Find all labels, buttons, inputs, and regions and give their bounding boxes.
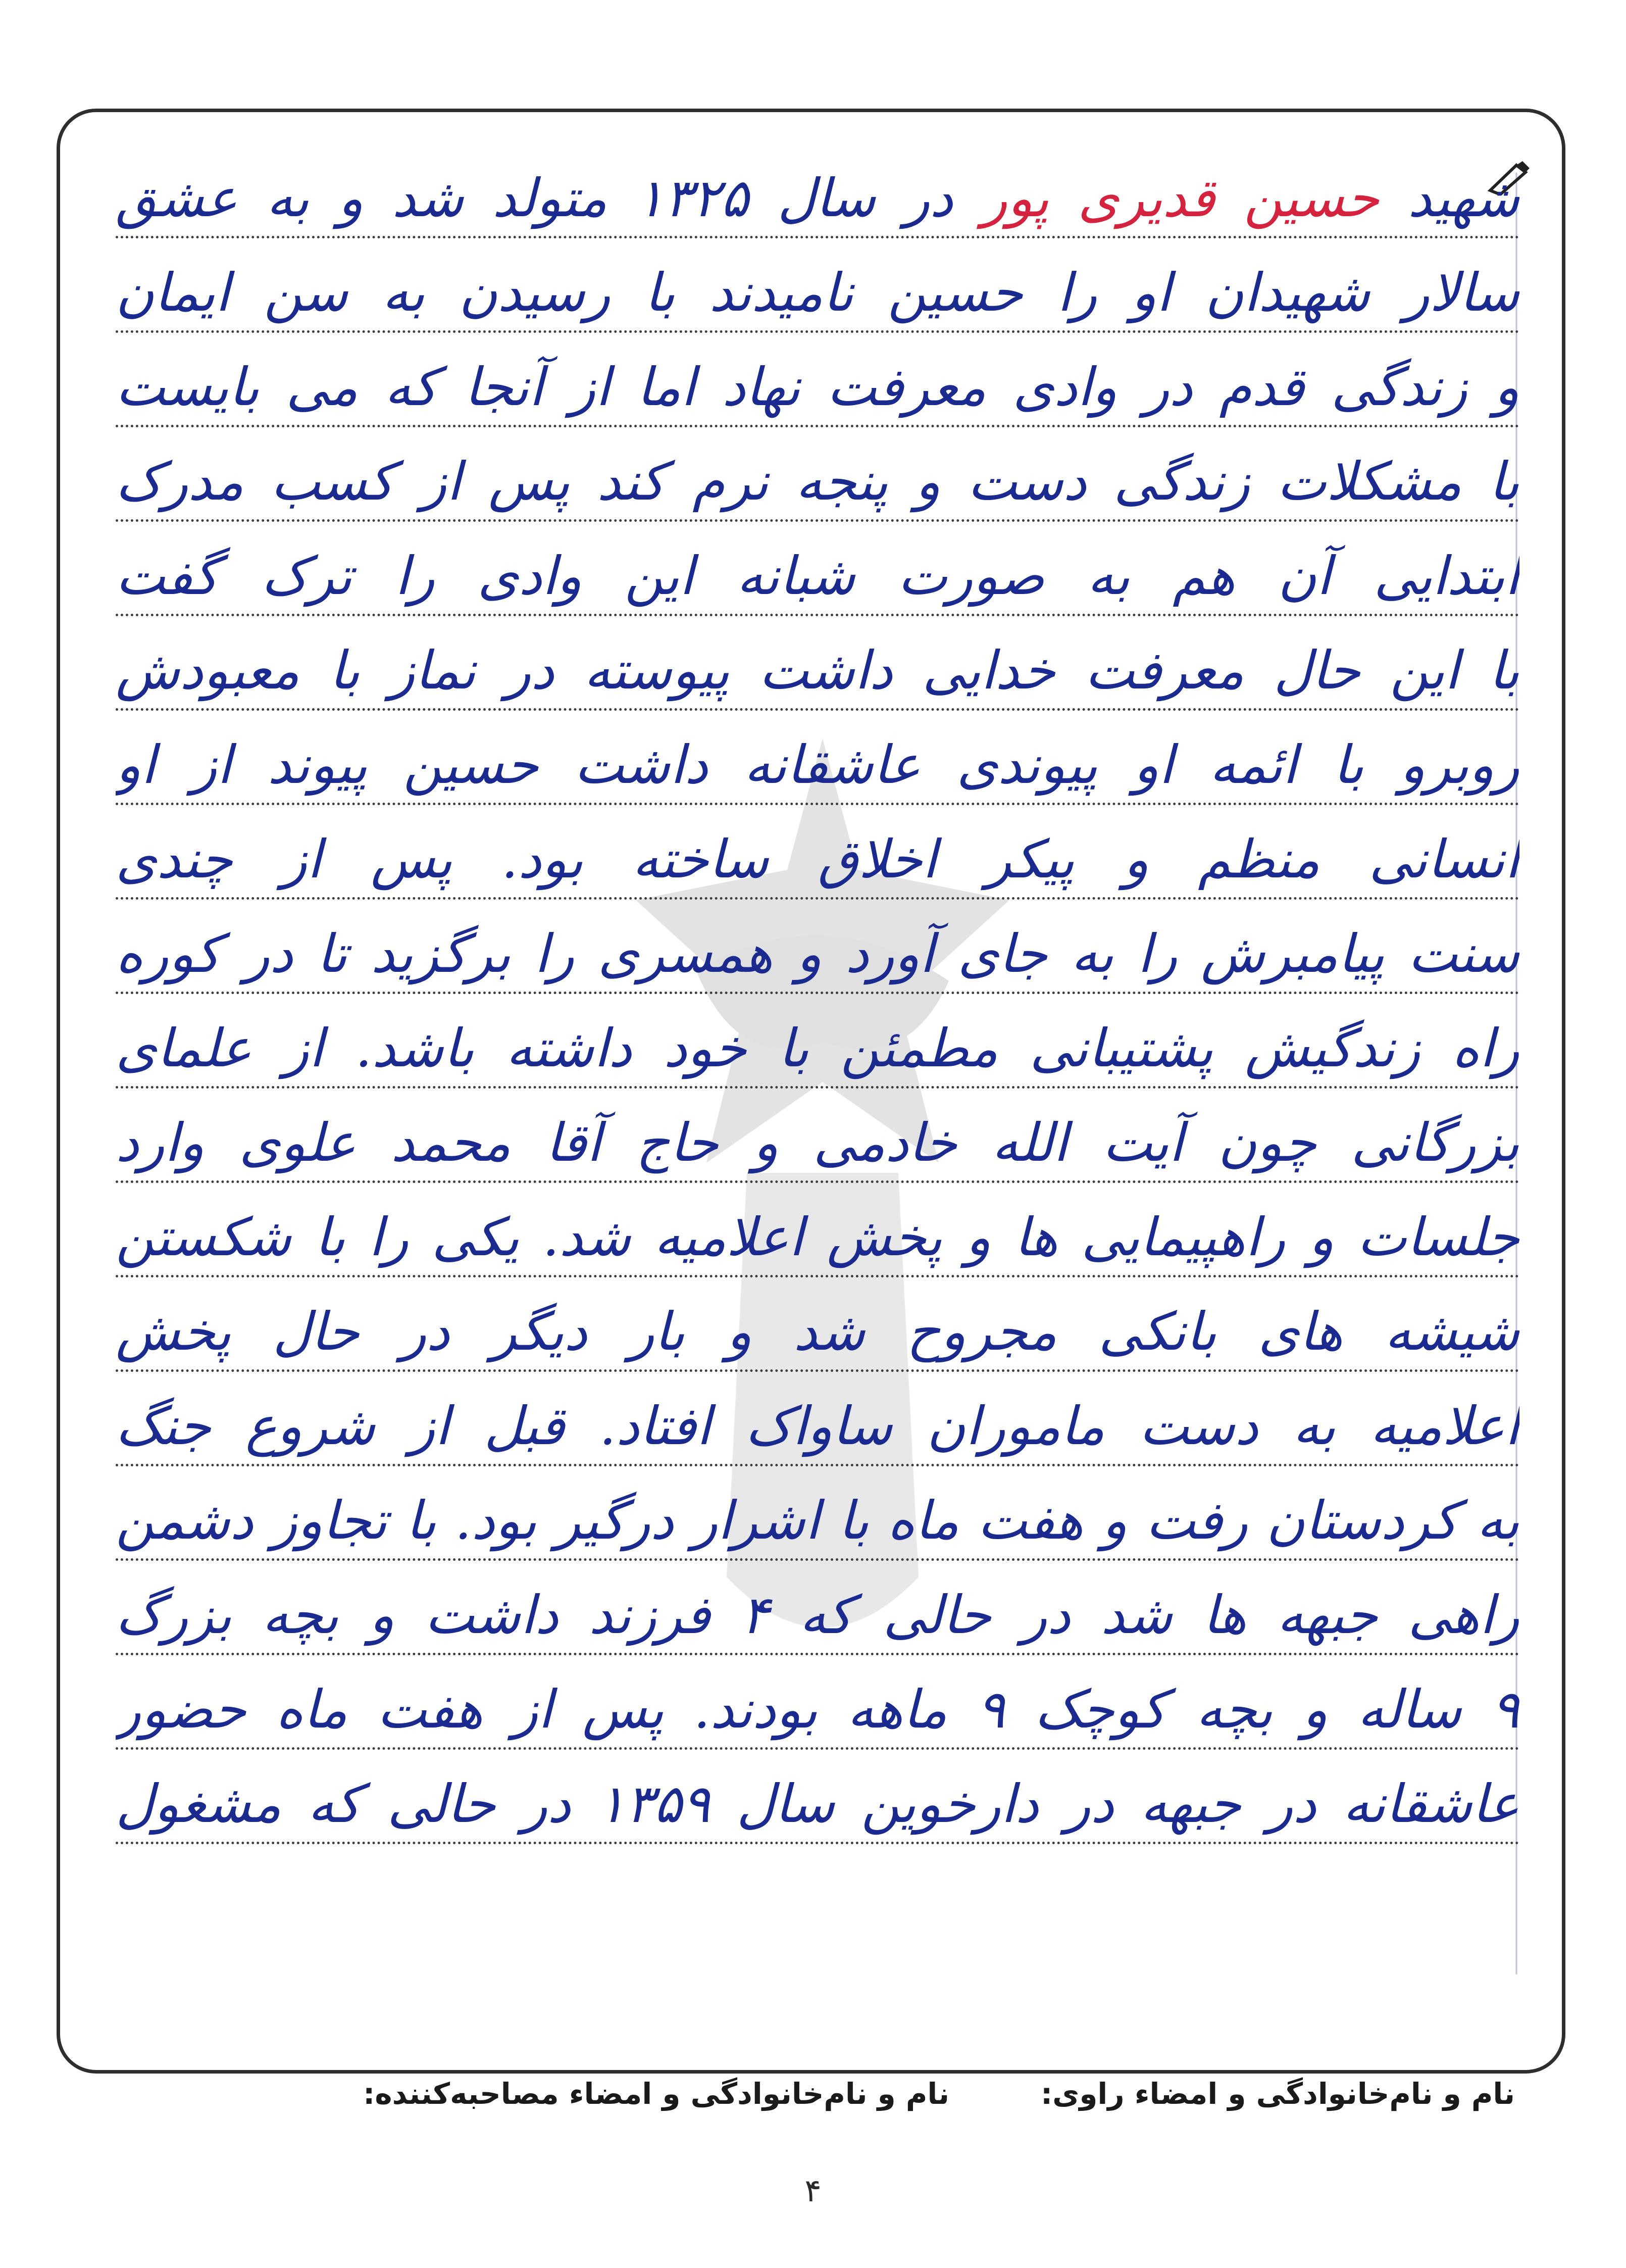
text-line-segment: ۹ ساله و بچه کوچک ۹ ماهه بودند. پس از هفت ماه حضور [116,1679,1519,1740]
dotted-rule [116,1653,1519,1655]
dotted-rule [116,1086,1519,1089]
dotted-rule [116,708,1519,711]
text-line [116,1294,1519,1369]
dotted-rule [116,1558,1519,1561]
dotted-rule [116,1180,1519,1183]
text-line [116,1388,1519,1464]
dotted-rule [116,1464,1519,1466]
text-line [116,1671,1519,1747]
dotted-rule [116,425,1519,427]
text-line-segment: راهی جبهه ها شد در حالی که ۴ فرزند داشت و بچه بزرگ [116,1584,1519,1646]
text-line-segment: ابتدایی آن هم به صورت شبانه این وادی را ترک گفت [116,545,1519,607]
text-line [116,1010,1519,1086]
text-line [116,1105,1519,1180]
text-line-segment: بزرگانی چون آیت الله خادمی و حاج آقا محمد علوی وارد [116,1112,1519,1173]
text-line [116,1199,1519,1275]
text-line [116,443,1519,519]
text-line [116,1766,1519,1842]
text-line-segment: انسانی منظم و پیکر اخلاق ساخته بود. پس از چندی [116,828,1519,890]
interviewer-signature-label: نام و نام‌خانوادگی و امضاء مصاحبه‌کننده: [363,2077,949,2111]
text-line-segment: سنت پیامبرش را به جای آورد و همسری را برگزید تا در کوره [116,923,1519,984]
text-line-segment: سالار شهیدان او را حسین نامیدند با رسیدن به سن ایمان [116,262,1519,323]
text-line-segment: به کردستان رفت و هفت ماه با اشرار درگیر بود. با تجاوز دشمن [116,1490,1519,1551]
writing-frame [57,109,1565,2074]
page-number: ۴ [804,2172,822,2209]
dotted-rule [116,1747,1519,1750]
dotted-rule [116,1369,1519,1372]
text-line [116,821,1519,897]
text-line-segment: با مشکلات زندگی دست و پنجه نرم کند پس از کسب مدرک [116,451,1519,512]
dotted-rule [116,614,1519,616]
text-line-segment: و زندگی قدم در وادی معرفت نهاد اما از آنجا که می بایست [116,356,1519,418]
dotted-rule [116,519,1519,522]
dotted-rule [116,803,1519,805]
text-line [116,349,1519,425]
text-line-segment: شهید [1379,167,1519,229]
text-line-segment: اعلامیه به دست ماموران ساواک افتاد. قبل از شروع جنگ [116,1395,1519,1457]
text-line [116,255,1519,330]
text-line-segment: شیشه های بانکی مجروح شد و بار دیگر در حال پخش [116,1301,1519,1362]
narrator-signature-label: نام و نام‌خانوادگی و امضاء راوی: [1040,2077,1515,2111]
text-line [116,1483,1519,1558]
text-line-segment: در سال ۱۳۲۵ متولد شد و به عشق [116,167,982,229]
text-line-segment: جلسات و راهپیمایی ها و پخش اعلامیه شد. یکی را با شکستن [116,1206,1519,1268]
dotted-rule [116,330,1519,333]
text-line-segment: با این حال معرفت خدایی داشت پیوسته در نماز با معبودش [116,639,1519,701]
text-line [116,916,1519,992]
text-line-segment: عاشقانه در جبهه در دارخوین سال ۱۳۵۹ در حالی که مشغول [116,1773,1519,1835]
text-line-segment: راه زندگیش پشتیبانی مطمئن با خود داشته باشد. از علمای [116,1017,1519,1079]
dotted-rule [116,1842,1519,1844]
text-line [116,538,1519,614]
text-line [116,632,1519,708]
text-line-segment: روبرو با ائمه او پیوندی عاشقانه داشت حسین پیوند از او [116,734,1519,796]
text-line [116,1577,1519,1653]
text-line [116,727,1519,803]
dotted-rule [116,897,1519,900]
text-line [116,160,1519,236]
dotted-rule [116,992,1519,994]
dotted-rule [116,236,1519,238]
name-highlight: حسین قدیری پور [982,167,1379,229]
dotted-rule [116,1275,1519,1277]
